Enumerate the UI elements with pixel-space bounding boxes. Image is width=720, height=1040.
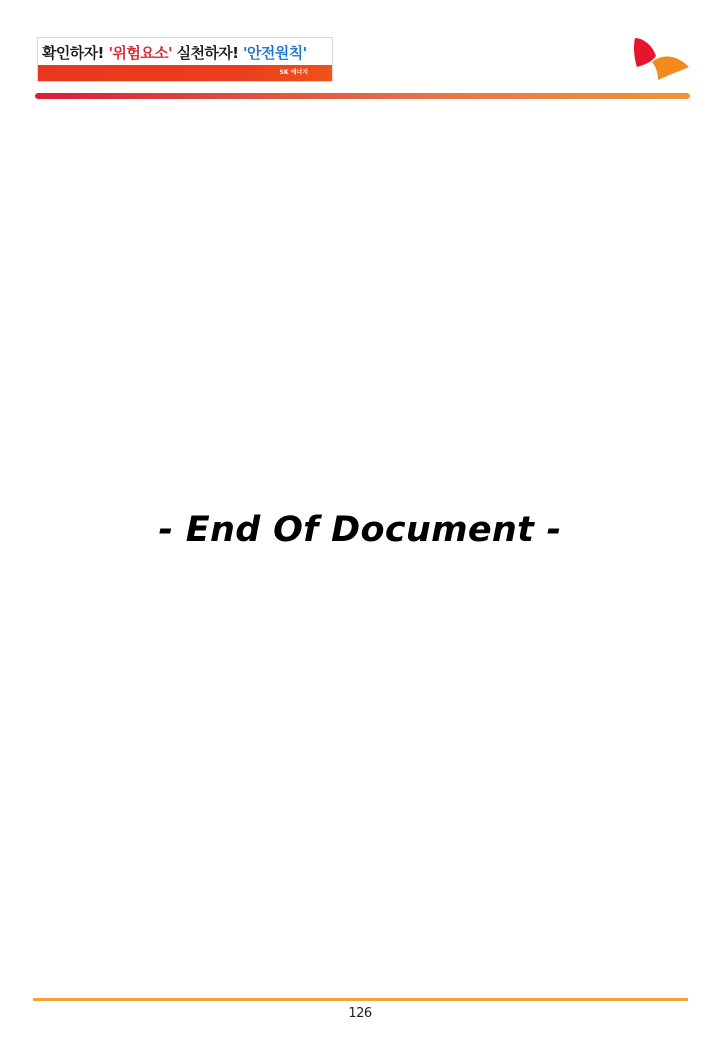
end-of-document-text: - End Of Document - <box>158 510 562 550</box>
banner-slogan-part4: '안전원칙' <box>243 44 307 62</box>
banner-slogan <box>42 43 307 63</box>
banner-sk-mark: SK 에너지 <box>279 69 308 76</box>
banner-slogan-part1: 확인하자! <box>42 44 109 62</box>
banner-slogan-part3: 실천하자! <box>171 44 244 62</box>
banner-color-strip <box>38 65 332 81</box>
banner-slogan-part2: '위험요소' <box>108 44 172 62</box>
sk-butterfly-logo-icon <box>628 32 692 86</box>
header-divider <box>35 93 690 99</box>
page-number: 126 <box>348 1006 372 1021</box>
footer-divider <box>33 998 688 1001</box>
safety-slogan-banner <box>37 37 333 82</box>
logo-orange-wing <box>652 57 689 80</box>
